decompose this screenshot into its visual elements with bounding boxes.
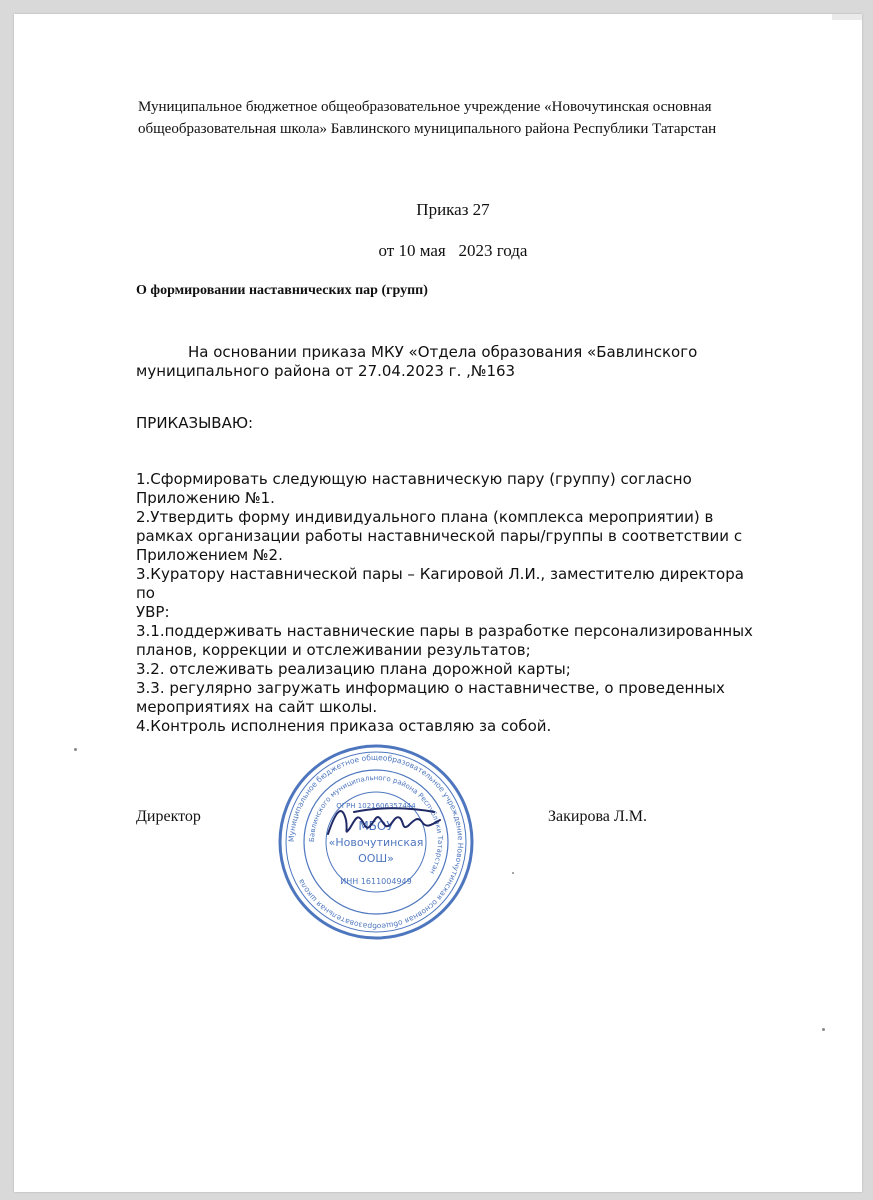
seal-inn: ИНН 1611004949	[340, 877, 412, 886]
order-item-line: 3.2. отслеживать реализацию плана дорожной карты;	[136, 660, 571, 678]
institution-header	[138, 96, 828, 140]
order-item-line: рамках организации работы наставнической пары/группы в соответствии с	[136, 527, 743, 545]
seal-center-line-3: ООШ»	[358, 852, 394, 865]
order-item-line: 4.Контроль исполнения приказа оставляю за собой.	[136, 717, 552, 735]
signatory-name: Закирова Л.М.	[548, 808, 647, 825]
order-item-line: 3.Куратору наставнической пары – Кагировой Л.И., заместителю директора	[136, 565, 744, 583]
order-item-line: Приложению №1.	[136, 489, 275, 507]
seal-ring-text-inner: Бавлинского муниципального района Республики Татарстан	[307, 773, 445, 876]
scan-speck	[822, 1028, 825, 1031]
seal-center-line-1: МБОУ	[358, 819, 394, 833]
header-line-2: общеобразовательная школа» Бавлинского муниципального района Республики Татарстан	[138, 121, 717, 137]
order-item-line: 2.Утвердить форму индивидуального плана (комплекса мероприятии) в	[136, 508, 714, 526]
basis-line-2: муниципального района от 27.04.2023 г. ,№163	[136, 362, 516, 380]
command-word: ПРИКАЗЫВАЮ:	[136, 414, 254, 432]
order-item-line: планов, коррекции и отслеживании результатов;	[136, 641, 531, 659]
document-page	[14, 14, 862, 1192]
order-date: от 10 мая 2023 года	[378, 241, 528, 260]
order-item-line: 3.3. регулярно загружать информацию о наставничестве, о проведенных	[136, 679, 725, 697]
basis-paragraph	[136, 343, 806, 381]
seal-center-line-2: «Новочутинская	[328, 836, 424, 849]
scan-speck	[74, 748, 77, 751]
order-item-line: Приложением №2.	[136, 546, 283, 564]
basis-line-1: На основании приказа МКУ «Отдела образования «Бавлинского	[188, 343, 698, 361]
director-signature	[324, 790, 444, 850]
order-item-line: по	[136, 584, 155, 602]
seal-ogrn: ОГРН 1021606357444	[336, 802, 416, 810]
order-number: Приказ 27	[416, 200, 490, 219]
order-item-line: УВР:	[136, 603, 170, 621]
order-item-line: мероприятиях на сайт школы.	[136, 698, 378, 716]
paper-edge	[832, 14, 862, 20]
order-items	[136, 470, 806, 736]
signature-stroke	[328, 808, 440, 834]
signatory-title: Директор	[136, 808, 201, 825]
order-item-line: 1.Сформировать следующую наставническую пару (группу) согласно	[136, 470, 692, 488]
order-item-line: 3.1.поддерживать наставнические пары в разработке персонализированных	[136, 622, 753, 640]
header-line-1: Муниципальное бюджетное общеобразовательное учреждение «Новочутинская основная	[138, 99, 712, 115]
seal-ring-text-outer: Муниципальное бюджетное общеобразовательное учреждение Новочутинская основная общеобразовательная школа	[286, 752, 466, 932]
scan-speck	[512, 872, 514, 874]
order-subject: О формировании наставнических пар (групп)	[136, 283, 428, 298]
